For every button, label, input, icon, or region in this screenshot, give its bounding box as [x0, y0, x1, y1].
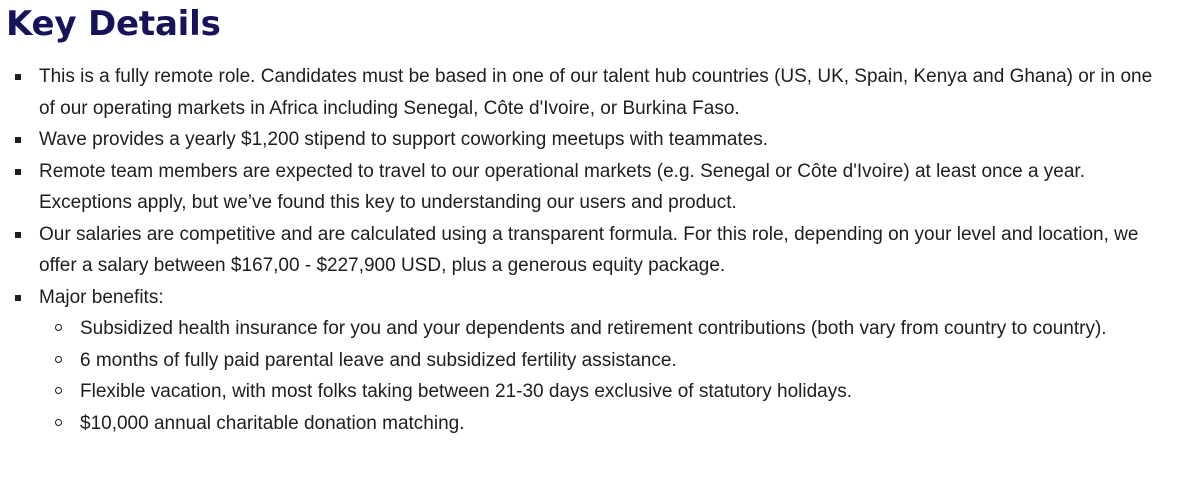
square-bullet-icon: [15, 169, 21, 175]
detail-item-remote-role: [0, 61, 1164, 124]
benefit-item-text: 6 months of fully paid parental leave and subsidized fertility assistance.: [80, 349, 677, 371]
detail-item-text: Major benefits:: [39, 286, 164, 308]
circle-bullet-icon: [55, 356, 62, 363]
square-bullet-icon: [15, 232, 21, 238]
benefit-item-text: Subsidized health insurance for you and your dependents and retirement contributions (both vary from country to country).: [80, 318, 1107, 339]
detail-item-text: Remote team members are expected to travel to our operational markets (e.g. Senegal or Côte d'Ivoire) at least once a year. Exceptions apply, but we’ve found this key to understanding our users and product.: [39, 160, 1085, 213]
square-bullet-icon: [15, 137, 21, 143]
detail-item-major-benefits: [0, 282, 1164, 440]
detail-item-text: Wave provides a yearly $1,200 stipend to support coworking meetups with teammates.: [39, 129, 769, 150]
benefit-item-health-insurance: [39, 313, 1125, 345]
detail-item-text: Our salaries are competitive and are calculated using a transparent formula. For this role, depending on your level and location, we offer a salary between $167,00 - $227,900 USD, plus a generous equity package.: [39, 223, 1139, 276]
benefit-item-donation-matching: [39, 408, 1125, 440]
section-heading: Key Details: [6, 4, 221, 44]
benefit-item-parental-leave: [39, 345, 1125, 377]
detail-item-travel: [0, 156, 1164, 219]
circle-bullet-icon: [55, 419, 62, 426]
detail-item-text: This is a fully remote role. Candidates must be based in one of our talent hub countries (US, UK, Spain, Kenya and Ghana) or in one of our operating markets in Africa including Senegal, Côte d'Ivoire, or Burkina Faso.: [39, 66, 1153, 119]
key-details-list: [0, 61, 1164, 439]
benefit-item-text: Flexible vacation, with most folks taking between 21-30 days exclusive of statutory holidays.: [80, 381, 852, 402]
detail-item-coworking-stipend: [0, 124, 1164, 156]
benefit-item-text: $10,000 annual charitable donation matching.: [80, 412, 465, 434]
circle-bullet-icon: [55, 387, 62, 394]
square-bullet-icon: [15, 295, 21, 301]
detail-item-salary: [0, 219, 1164, 282]
benefit-item-flexible-vacation: [39, 376, 1125, 408]
circle-bullet-icon: [55, 324, 62, 331]
square-bullet-icon: [15, 74, 21, 80]
benefits-list: [39, 313, 1164, 439]
